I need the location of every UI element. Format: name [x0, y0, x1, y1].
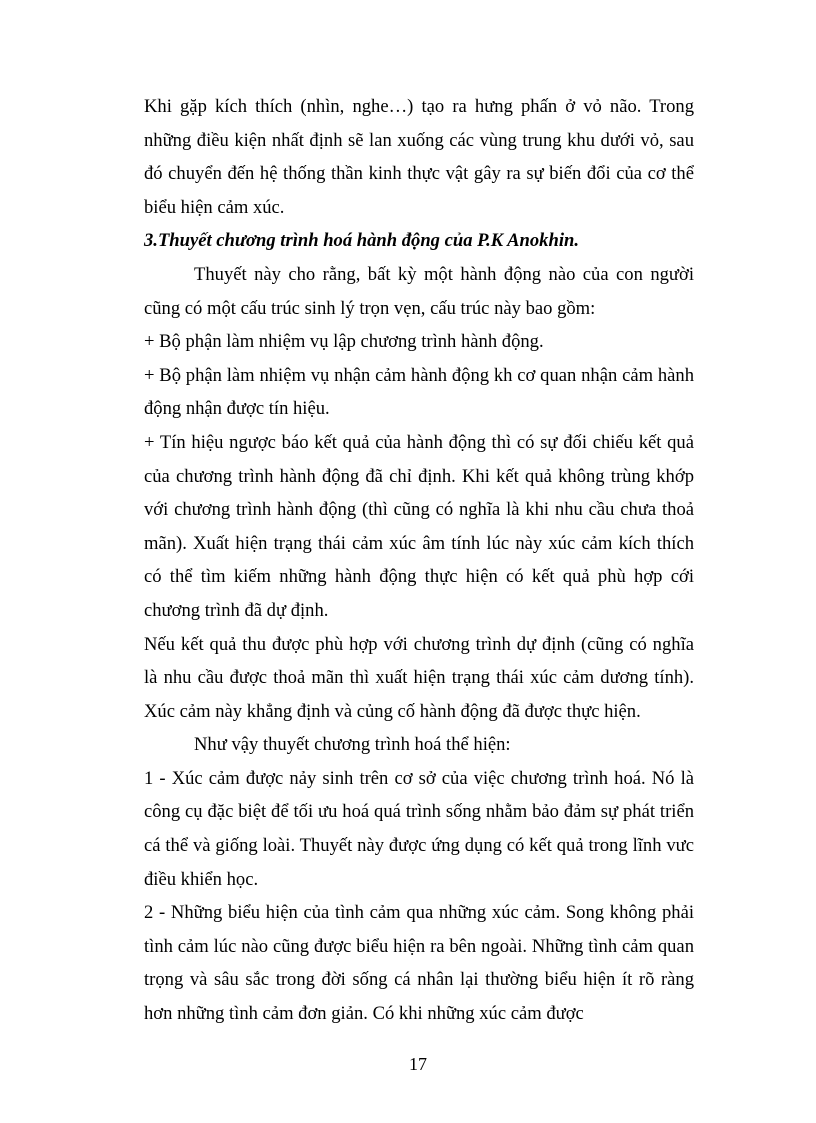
list-item-receiving-unit: + Bộ phận làm nhiệm vụ nhận cảm hành động kh cơ quan nhận cảm hành động nhận được tín hiệu.	[144, 364, 694, 420]
paragraph-summary-intro: Như vậy thuyết chương trình hoá thể hiện:	[194, 734, 511, 756]
list-item-feedback-signal: + Tín hiệu ngược báo kết quả của hành động thì có sự đối chiếu kết quả của chương trình hành động đã chỉ định. Khi kết quả không trùng khớp với chương trình hành động (thì cũng có nghĩa là khi nhu cầu chưa thoả mãn). Xuất hiện trạng thái cảm xúc âm tính lúc này xúc cảm kích thích có thể tìm kiếm những hành động thực hiện có kết quả phù hợp cới chương trình đã dự định.	[144, 431, 694, 621]
paragraph-brain-excitation: Khi gặp kích thích (nhìn, nghe…) tạo ra hưng phấn ở vỏ não. Trong những điều kiện nhất định sẽ lan xuống các vùng trung khu dưới vỏ, sau đó chuyển đến hệ thống thần kinh thực vật gây ra sự biến đổi của cơ thể biểu hiện cảm xúc.	[144, 96, 694, 218]
paragraph-positive-result: Nếu kết quả thu được phù hợp với chương trình dự định (cũng có nghĩa là nhu cầu được thoả mãn thì xuất hiện trạng thái xúc cảm dương tính). Xúc cảm này khẳng định và củng cố hành động đã được thực hiện.	[144, 633, 694, 722]
paragraph-theory-intro: Thuyết này cho rằng, bất kỳ một hành động nào của con người cũng có một cấu trúc sinh lý trọn vẹn, cấu trúc này bao gồm:	[144, 263, 694, 319]
document-body	[144, 90, 694, 1031]
list-item-programming-unit: + Bộ phận làm nhiệm vụ lập chương trình hành động.	[144, 331, 544, 353]
section-heading-anokhin: 3.Thuyết chương trình hoá hành động của P.K Anokhin.	[144, 230, 579, 252]
numbered-point-2: 2 - Những biểu hiện của tình cảm qua những xúc cảm. Song không phải tình cảm lúc nào cũng được biểu hiện ra bên ngoài. Những tình cảm quan trọng và sâu sắc trong đời sống cá nhân lại thường biểu hiện ít rõ ràng hơn những tình cảm đơn giản. Có khi những xúc cảm được	[144, 902, 694, 1025]
page-number: 17	[409, 1054, 427, 1074]
numbered-point-1: 1 - Xúc cảm được nảy sinh trên cơ sở của việc chương trình hoá. Nó là công cụ đặc biệt để tối ưu hoá quá trình sống nhằm bảo đảm sự phát triển cá thể và giống loài. Thuyết này được ứng dụng có kết quả trong lĩnh vưc điều khiển học.	[144, 767, 694, 890]
